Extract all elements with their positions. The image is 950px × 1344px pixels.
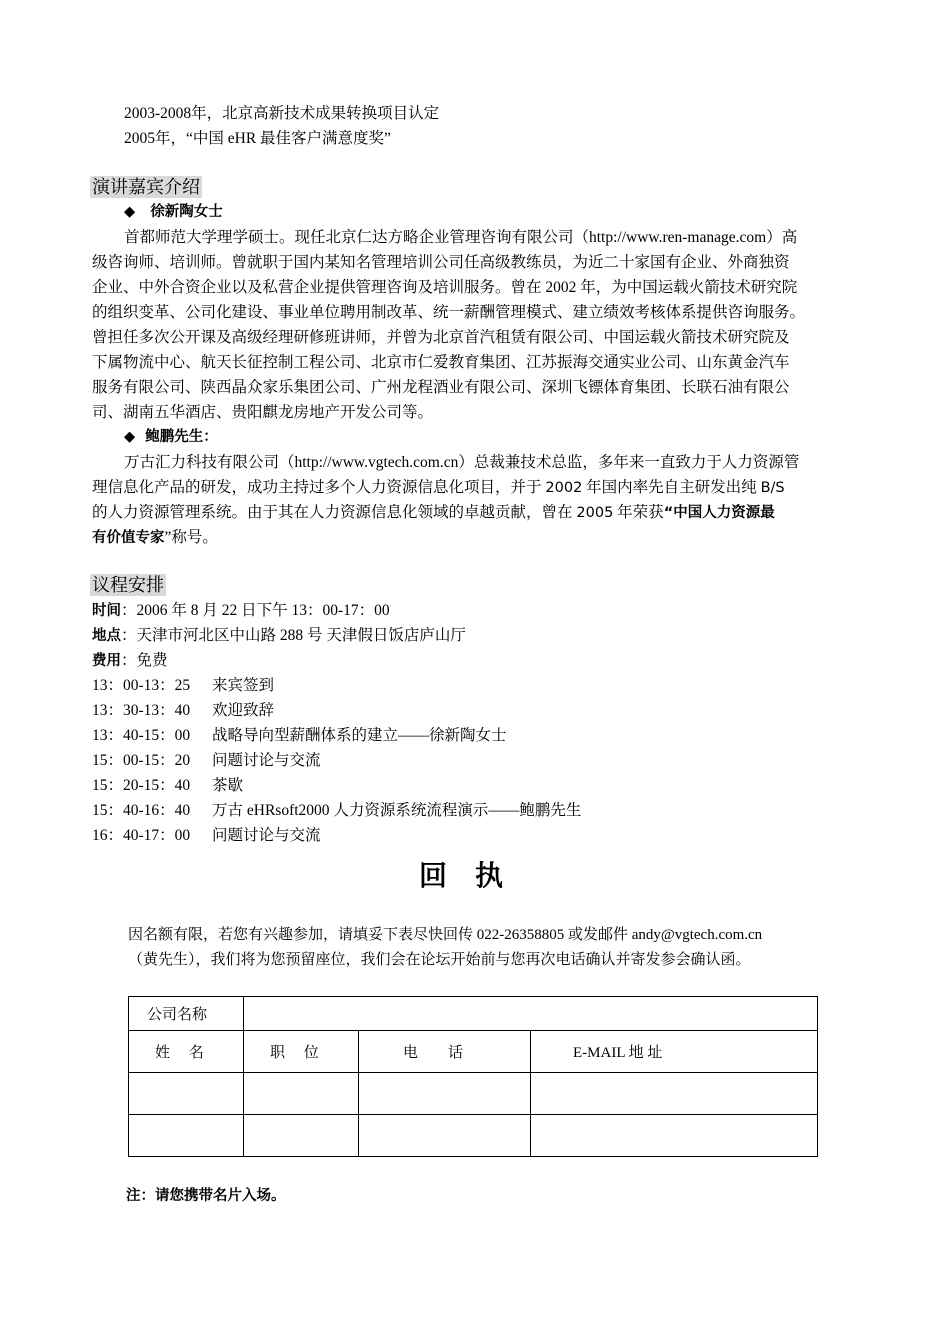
- schedule-activity: 问题讨论与交流: [212, 752, 321, 769]
- schedule-item: [92, 673, 274, 698]
- header-email: E-MAIL 地 址: [531, 1031, 818, 1073]
- speaker2-bio-line: 有价值专家”称号。: [92, 529, 218, 546]
- diamond-bullet-icon: ◆: [124, 429, 136, 445]
- schedule-time: 13：00-13：25: [92, 677, 191, 694]
- speaker1-bio-line: 下属物流中心、航天长征控制工程公司、北京市仁爱教育集团、江苏振海交通实业公司、山东黄金汽车: [92, 354, 790, 371]
- schedule-activity: 来宾签到: [212, 677, 275, 694]
- reply-title: 回执: [418, 859, 531, 892]
- speaker1-bio-line: 司、湖南五华酒店、贵阳麒龙房地产开发公司等。: [92, 404, 434, 421]
- phone-input[interactable]: [359, 1073, 531, 1115]
- schedule-item: [92, 698, 274, 723]
- schedule-item: [92, 723, 507, 748]
- email-input[interactable]: [531, 1115, 818, 1157]
- schedule-item: [92, 798, 581, 823]
- position-input[interactable]: [244, 1073, 359, 1115]
- schedule-time: 16：40-17：00: [92, 827, 191, 844]
- speaker2-bio-line: 的人力资源管理系统。由于其在人力资源信息化领域的卓越贡献，曾在 2005 年荣获“中国人力资源最: [92, 504, 775, 521]
- reply-instructions: 因名额有限，若您有兴趣参加，请填妥下表尽快回传 022-26358805 或发邮件 andy@vgtech.com.cn: [128, 927, 763, 943]
- info-fee: 费用：免费: [92, 652, 168, 669]
- company-input[interactable]: [244, 997, 818, 1031]
- schedule-time: 13：30-13：40: [92, 702, 191, 719]
- schedule-item: [92, 748, 321, 773]
- email-input[interactable]: [531, 1073, 818, 1115]
- section-heading-speakers: 演讲嘉宾介绍: [92, 177, 200, 197]
- speaker1-bio-line: 服务有限公司、陕西晶众家乐集团公司、广州龙程酒业有限公司、深圳飞镖体育集团、长联石油有限公: [92, 379, 790, 396]
- info-time: 时间：2006 年 8 月 22 日下午 13：00-17：00: [92, 602, 390, 619]
- schedule-time: 15：20-15：40: [92, 777, 191, 794]
- speaker2-bio-line: 万古汇力科技有限公司（http://www.vgtech.com.cn）总裁兼技术总监，多年来一直致力于人力资源管: [124, 454, 800, 471]
- speaker-name: [124, 200, 223, 225]
- speaker1-bio-line: 企业、中外合资企业以及私营企业提供管理咨询及培训服务。曾在 2002 年，为中国运载火箭技术研究院: [92, 279, 798, 296]
- speaker1-bio-line: 级咨询师、培训师。曾就职于国内某知名管理培训公司任高级教练员，为近二十家国有企业、外商独资: [92, 254, 790, 271]
- award-line: 2003-2008年，北京高新技术成果转换项目认定: [124, 105, 440, 122]
- name-input[interactable]: [129, 1073, 244, 1115]
- schedule-activity: 问题讨论与交流: [212, 827, 321, 844]
- schedule-time: 13：40-15：00: [92, 727, 191, 744]
- schedule-activity: 万古 eHRsoft2000 人力资源系统流程演示——鲍鹏先生: [212, 802, 582, 819]
- schedule-activity: 欢迎致辞: [212, 702, 275, 719]
- registration-form-table: [128, 996, 818, 1157]
- speaker2-bio-line: 理信息化产品的研发，成功主持过多个人力资源信息化项目，并于 2002 年国内率先自主研发出纯 B/S: [92, 479, 785, 496]
- schedule-item: [92, 823, 321, 848]
- header-position: 职 位: [244, 1031, 359, 1073]
- speaker1-bio-line: 的组织变革、公司化建设、事业单位聘用制改革、统一薪酬管理模式、建立绩效考核体系提供咨询服务。: [92, 304, 806, 321]
- diamond-bullet-icon: ◆: [124, 204, 136, 220]
- schedule-time: 15：00-15：20: [92, 752, 191, 769]
- schedule-time: 15：40-16：40: [92, 802, 191, 819]
- info-location: 地点：天津市河北区中山路 288 号 天津假日饭店庐山厅: [92, 627, 466, 644]
- schedule-item: [92, 773, 243, 798]
- schedule-activity: 战略导向型薪酬体系的建立——徐新陶女士: [212, 727, 507, 744]
- speaker2-name: 鲍鹏先生：: [145, 429, 218, 445]
- award-line: 2005年，“中国 eHR 最佳客户满意度奖”: [124, 130, 391, 147]
- section-heading-agenda: 议程安排: [92, 575, 164, 595]
- company-label: 公司名称: [129, 997, 244, 1031]
- schedule-activity: 茶歇: [212, 777, 244, 794]
- phone-input[interactable]: [359, 1115, 531, 1157]
- position-input[interactable]: [244, 1115, 359, 1157]
- reply-instructions: （黄先生），我们将为您预留座位，我们会在论坛开始前与您再次电话确认并寄发参会确认函。: [128, 952, 751, 968]
- speaker-name: [124, 425, 218, 450]
- name-input[interactable]: [129, 1115, 244, 1157]
- speaker1-bio-line: 曾担任多次公开课及高级经理研修班讲师，并曾为北京首汽租赁有限公司、中国运载火箭技术研究院及: [92, 329, 790, 346]
- speaker1-name: 徐新陶女士: [150, 204, 223, 220]
- header-phone: 电 话: [359, 1031, 531, 1073]
- note: 注：请您携带名片入场。: [126, 1188, 286, 1204]
- speaker1-bio-line: 首都师范大学理学硕士。现任北京仁达方略企业管理咨询有限公司（http://www.ren-manage.com）高: [124, 229, 798, 246]
- header-name: 姓 名: [129, 1031, 244, 1073]
